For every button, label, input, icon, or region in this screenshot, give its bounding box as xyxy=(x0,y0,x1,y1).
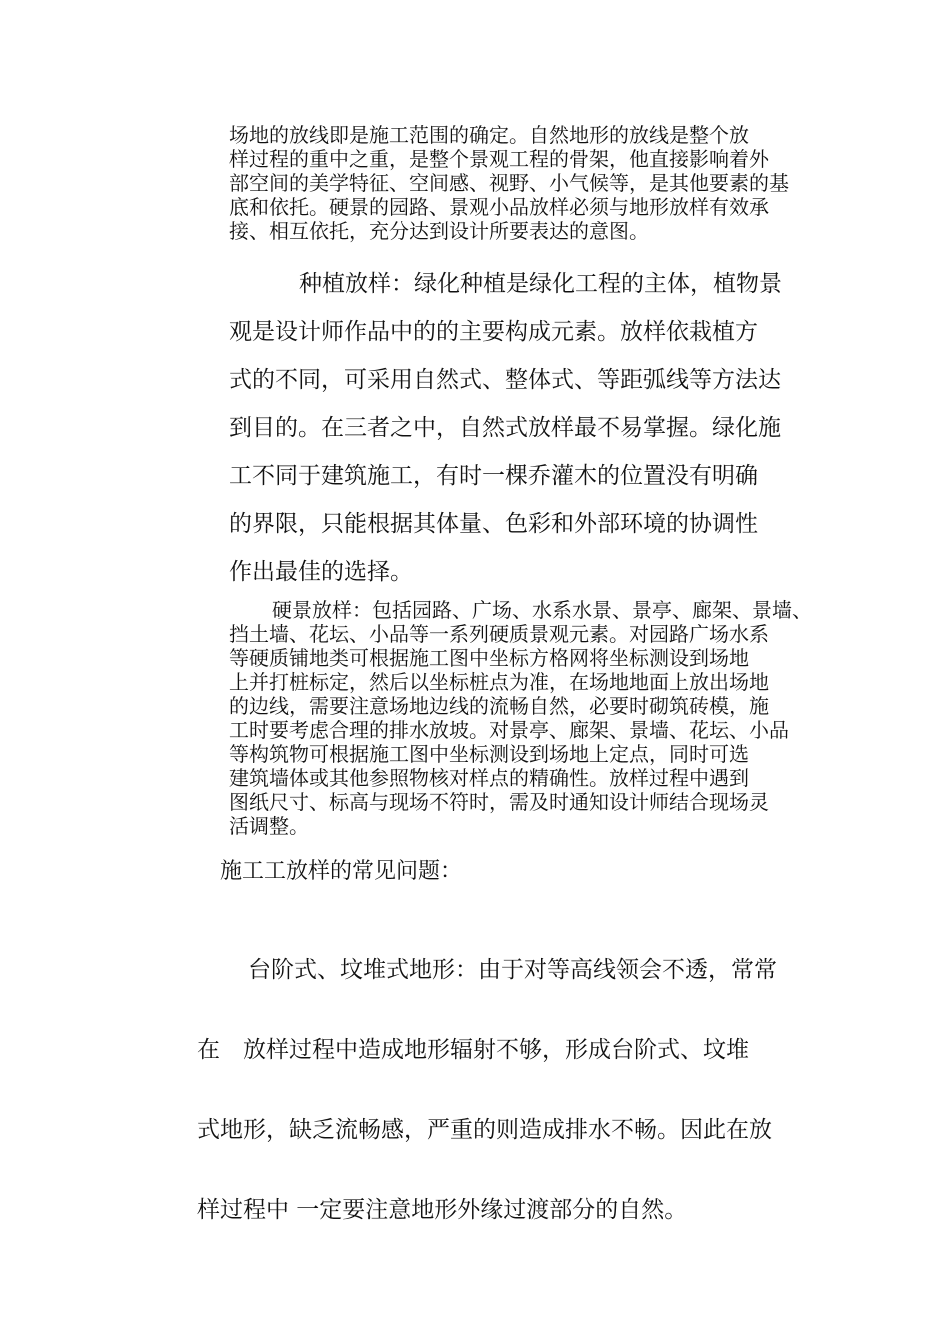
text-line: 到目的。在三者之中，自然式放样最不易掌握。绿化施 xyxy=(229,415,781,441)
paragraph-site-layout xyxy=(229,123,789,243)
text-line: 工不同于建筑施工，有时一棵乔灌木的位置没有明确 xyxy=(229,463,758,489)
text-line: 种植放样：绿化种植是绿化工程的主体，植物景 xyxy=(299,271,782,297)
section-heading: 施工工放样的常见问题： xyxy=(220,859,463,884)
text-line: 底和依托。硬景的园路、景观小品放样必须与地形放样有效承 xyxy=(229,195,769,219)
text-line: 部空间的美学特征、空间感、视野、小气候等，是其他要素的基 xyxy=(229,171,789,195)
text-line: 的界限，只能根据其体量、色彩和外部环境的协调性 xyxy=(229,511,758,537)
paragraph-planting-layout xyxy=(229,260,782,596)
text-line: 挡土墙、花坛、小品等一系列硬质景观元素。对园路广场水系 xyxy=(229,622,769,646)
text-line: 式地形，缺乏流畅感，严重的则造成排水不畅。因此在放 xyxy=(197,1117,772,1143)
text-line: 等硬质铺地类可根据施工图中坐标方格网将坐标测设到场地 xyxy=(229,646,749,670)
text-line: 在 放样过程中造成地形辐射不够，形成台阶式、坟堆 xyxy=(197,1037,749,1063)
text-line: 的边线，需要注意场地边线的流畅自然，必要时砌筑砖模，施 xyxy=(229,694,769,718)
text-line: 硬景放样：包括园路、广场、水系水景、景亭、廊架、景墙、 xyxy=(272,598,812,622)
text-line: 台阶式、坟堆式地形：由于对等高线领会不透，常常 xyxy=(248,957,777,983)
text-line: 作出最佳的选择。 xyxy=(229,559,413,585)
text-line: 建筑墙体或其他参照物核对样点的精确性。放样过程中遇到 xyxy=(229,766,749,790)
text-line: 观是设计师作品中的的主要构成元素。放样依栽植方 xyxy=(229,319,758,345)
text-line: 工时要考虑合理的排水放坡。对景亭、廊架、景墙、花坛、小品 xyxy=(229,718,789,742)
text-line: 场地的放线即是施工范围的确定。自然地形的放线是整个放 xyxy=(229,123,749,147)
text-line: 样过程中 一定要注意地形外缘过渡部分的自然。 xyxy=(197,1197,688,1223)
text-line: 上并打桩标定，然后以坐标桩点为准，在场地地面上放出场地 xyxy=(229,670,769,694)
text-line: 样过程的重中之重，是整个景观工程的骨架，他直接影响着外 xyxy=(229,147,769,171)
text-line: 等构筑物可根据施工图中坐标测设到场地上定点，同时可选 xyxy=(229,742,749,766)
text-line: 接、相互依托，充分达到设计所要表达的意图。 xyxy=(229,219,649,243)
paragraph-hardscape-layout xyxy=(229,598,812,838)
paragraph-terrain-issue xyxy=(197,930,777,1250)
text-line: 图纸尺寸、标高与现场不符时，需及时通知设计师结合现场灵 xyxy=(229,790,769,814)
text-line: 式的不同，可采用自然式、整体式、等距弧线等方法达 xyxy=(229,367,781,393)
text-line: 活调整。 xyxy=(229,814,309,838)
